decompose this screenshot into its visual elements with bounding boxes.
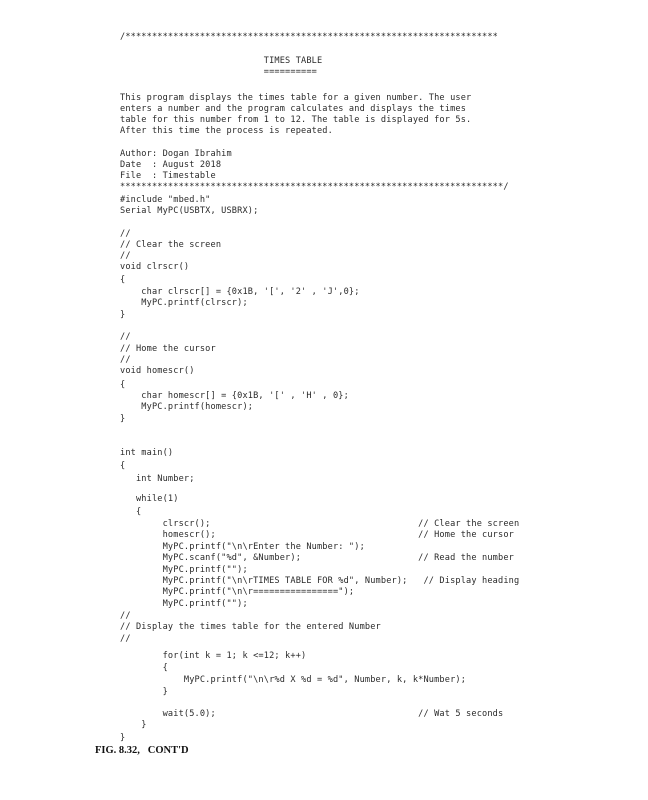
code-line: // [120,611,131,621]
code-line: MyPC.printf("\n\r================"); [120,587,355,597]
code-line: { [120,461,126,471]
code-line: Serial MyPC(USBTX, USBRX); [120,206,259,216]
code-line: } [120,414,126,424]
code-line: // [120,634,131,644]
code-line: // Home the cursor [120,344,216,354]
code-line: // Display the times table for the entered Number [120,622,381,632]
code-line: ************************************************************************/ [120,182,509,192]
code-line: MyPC.printf("\n\rEnter the Number: "); [120,542,365,552]
code-line: clrscr(); // Clear the screen [120,519,520,529]
code-line: } [120,733,126,743]
code-line: for(int k = 1; k <=12; k++) [120,651,307,661]
code-line: } [120,310,126,320]
code-line: /********************************************************************** [120,32,498,42]
code-line: After this time the process is repeated. [120,126,333,136]
code-line: // Clear the screen [120,240,222,250]
code-line: homescr(); // Home the cursor [120,530,514,540]
code-line: Author: Dogan Ibrahim [120,149,232,159]
figure-caption: FIG. 8.32, CONT'D [95,745,189,756]
code-line: MyPC.printf(homescr); [120,402,254,412]
code-line: int main() [120,448,174,458]
code-line: { [120,275,126,285]
code-line: MyPC.printf("\n\rTIMES TABLE FOR %d", Number); // Display heading [120,576,520,586]
code-line: #include "mbed.h" [120,195,211,205]
code-line: // [120,355,131,365]
code-line: enters a number and the program calculates and displays the times [120,104,467,114]
code-line: File : Timestable [120,171,216,181]
code-line: char homescr[] = {0x1B, '[' , 'H' , 0}; [120,391,349,401]
code-line: MyPC.printf(clrscr); [120,298,248,308]
code-line: TIMES TABLE [120,56,323,66]
code-line: } [120,687,168,697]
code-line: { [120,380,126,390]
code-line: ========== [120,67,317,77]
code-line: { [120,507,142,517]
code-line: while(1) [120,494,179,504]
code-line: { [120,663,168,673]
code-line: This program displays the times table for a given number. The user [120,93,472,103]
code-line: // [120,251,131,261]
code-line: MyPC.printf(""); [120,599,248,609]
code-line: // [120,332,131,342]
code-line: int Number; [120,474,195,484]
code-line: // [120,229,131,239]
code-line: Date : August 2018 [120,160,222,170]
code-line: wait(5.0); // Wat 5 seconds [120,709,504,719]
code-line: MyPC.printf(""); [120,565,248,575]
code-line: void homescr() [120,366,195,376]
code-line: } [120,720,147,730]
code-line: table for this number from 1 to 12. The table is displayed for 5s. [120,115,472,125]
code-line: void clrscr() [120,262,190,272]
code-line: MyPC.printf("\n\r%d X %d = %d", Number, k, k*Number); [120,675,467,685]
code-line: char clrscr[] = {0x1B, '[', '2' , 'J',0}; [120,287,360,297]
code-line: MyPC.scanf("%d", &Number); // Read the number [120,553,514,563]
